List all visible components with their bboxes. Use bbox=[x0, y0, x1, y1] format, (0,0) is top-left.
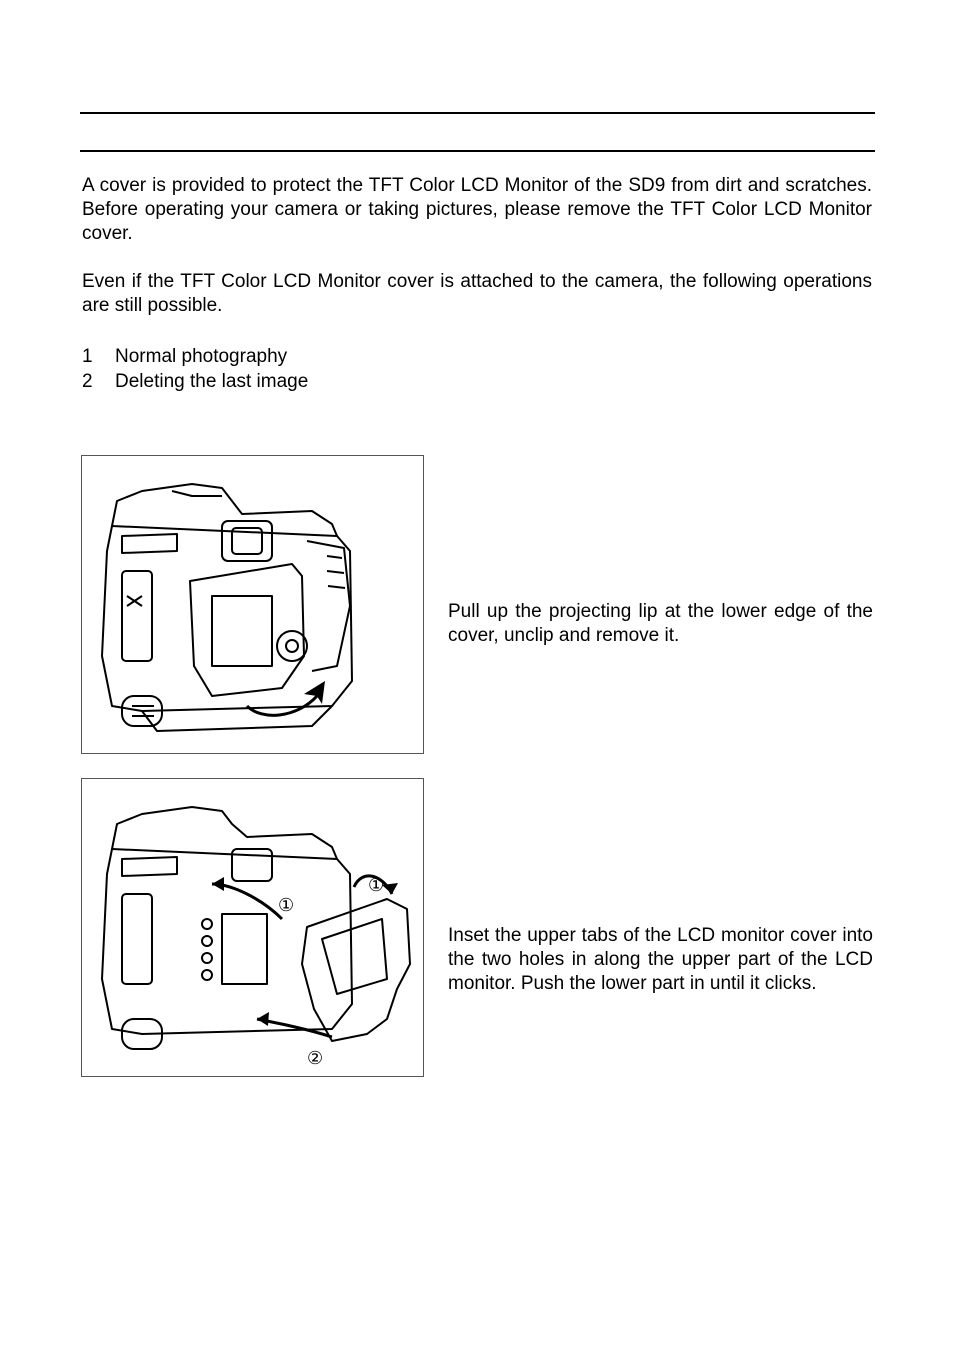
list-item-number: 2 bbox=[82, 371, 93, 392]
step-2-caption: Inset the upper tabs of the LCD monitor cover into the two holes in along the upper part of the LCD monitor. Push the lower part in until it clicks. bbox=[448, 925, 873, 994]
header-rule-top bbox=[80, 112, 875, 114]
list-item-label: Deleting the last image bbox=[115, 371, 309, 392]
list-item-label: Normal photography bbox=[115, 346, 288, 367]
header-rule-bottom bbox=[80, 150, 875, 152]
figure-remove-cover bbox=[81, 455, 424, 754]
marker-2: ② bbox=[307, 1048, 324, 1069]
list-item-number: 1 bbox=[82, 346, 93, 367]
operations-list bbox=[82, 344, 308, 394]
figure-attach-cover bbox=[81, 778, 424, 1077]
marker-1-left: ① bbox=[278, 895, 295, 916]
list-item bbox=[82, 344, 308, 369]
note-paragraph: Even if the TFT Color LCD Monitor cover is attached to the camera, the following operations are still possible. bbox=[82, 271, 872, 316]
camera-remove-cover-illustration bbox=[82, 456, 423, 753]
step-1-caption: Pull up the projecting lip at the lower edge of the cover, unclip and remove it. bbox=[448, 601, 873, 646]
list-item bbox=[82, 369, 308, 394]
intro-paragraph: A cover is provided to protect the TFT Color LCD Monitor of the SD9 from dirt and scratches. Before operating your camera or taking pictures, please remove the TFT Color LCD Monitor cover. bbox=[82, 175, 872, 244]
camera-attach-cover-illustration bbox=[82, 779, 423, 1076]
marker-1-right: ① bbox=[368, 875, 385, 896]
